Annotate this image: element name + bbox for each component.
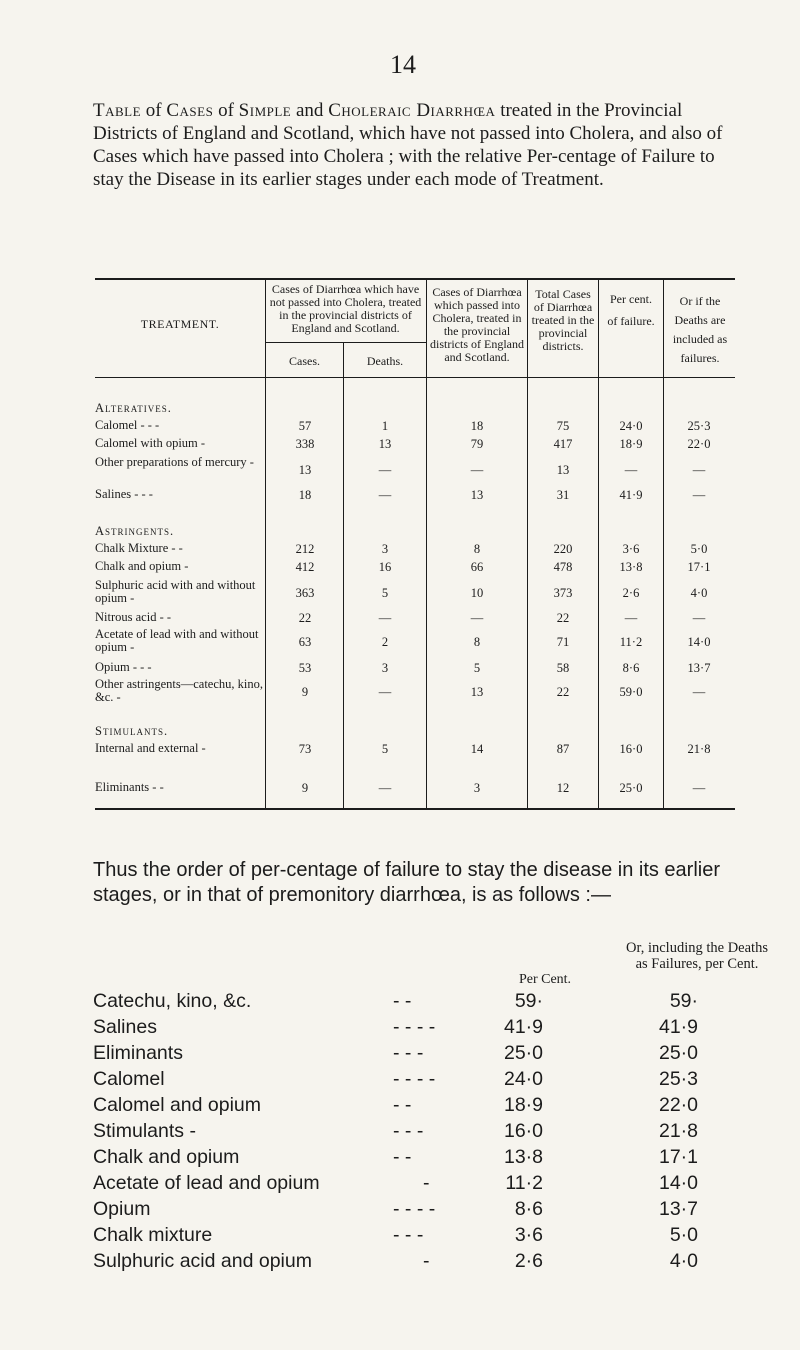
summary-label: Chalk and opium [93, 1146, 240, 1168]
cell-passed: 10 [470, 586, 484, 600]
title-choleraic: Choleraic Diarrhœa [328, 100, 496, 121]
cell-passed: 18 [470, 419, 484, 433]
header-per-cent: Per cent. of failure. [607, 292, 655, 328]
cell-cases: 22 [298, 611, 312, 625]
summary-intro: Thus the order of per-centage of failure to stay the disease in its earlier stages, or in that of premonitory diarrhœa, is as follows :— [93, 859, 721, 906]
cell-pct: 25·0 [619, 781, 643, 795]
cell-incl: — [692, 685, 706, 699]
cell-cases: 338 [295, 437, 315, 451]
row-label: Nitrous acid - - [95, 610, 172, 624]
cell-deaths: 1 [381, 419, 389, 433]
summary-per-cent: 24·0 [503, 1068, 543, 1090]
summary-label: Stimulants - [93, 1120, 196, 1142]
header-total: Total Cases of Diarrhœa treated in the provincial districts. [531, 287, 595, 353]
cell-incl: — [692, 611, 706, 625]
col-divider-5 [598, 280, 599, 808]
cell-pct: 8·6 [622, 661, 640, 675]
col-divider-6 [663, 280, 664, 808]
summary-row [93, 1146, 753, 1172]
cell-total: 220 [553, 542, 573, 556]
cell-pct: 13·8 [619, 560, 643, 574]
cell-deaths: — [378, 781, 392, 795]
cell-total: 31 [556, 488, 570, 502]
cell-pct: 2·6 [622, 586, 640, 600]
summary-dots: - - - [393, 1120, 424, 1142]
summary-dots: - [423, 1250, 430, 1272]
summary-per-cent: 18·9 [503, 1094, 543, 1116]
title-of-2: of [213, 100, 239, 121]
cell-deaths: 13 [378, 437, 392, 451]
row-label: Calomel with opium - [95, 436, 206, 450]
summary-label: Opium [93, 1198, 151, 1220]
header-passed: Cases of Diarrhœa which passed into Cholera, treated in the provincial districts of England and Scotland. [430, 285, 524, 364]
cell-passed: 13 [470, 685, 484, 699]
summary-including: 17·1 [658, 1146, 698, 1168]
section-heading: Alteratives. [95, 401, 172, 415]
cell-deaths: 5 [381, 586, 389, 600]
cell-pct: 41·9 [619, 488, 643, 502]
cell-passed: — [470, 463, 484, 477]
cell-deaths: — [378, 463, 392, 477]
cell-cases: 57 [298, 419, 312, 433]
cell-deaths: 2 [381, 635, 389, 649]
cell-total: 58 [556, 661, 570, 675]
cell-cases: 412 [295, 560, 315, 574]
row-label: Acetate of lead with and without opium - [95, 627, 259, 654]
row-label: Eliminants - - [95, 780, 164, 794]
cell-passed: 5 [473, 661, 481, 675]
title-and: and [291, 100, 329, 121]
cell-passed: 8 [473, 542, 481, 556]
header-rule-cases-deaths [265, 342, 426, 343]
treatment-table [95, 278, 735, 795]
cell-total: 22 [556, 685, 570, 699]
summary-per-cent: 3·6 [514, 1224, 543, 1246]
cell-passed: 8 [473, 635, 481, 649]
cell-incl: — [692, 488, 706, 502]
cell-pct: 18·9 [619, 437, 643, 451]
header-rule-subcols [265, 377, 426, 378]
row-label: Calomel - - - [95, 418, 160, 432]
col-divider-3 [426, 280, 427, 808]
row-label: Opium - - - [95, 660, 152, 674]
summary-per-cent: 16·0 [503, 1120, 543, 1142]
summary-label: Eliminants [93, 1042, 183, 1064]
summary-label: Catechu, kino, &c. [93, 990, 252, 1012]
cell-cases: 73 [298, 742, 312, 756]
section-heading: Astringents. [95, 524, 175, 538]
cell-total: 75 [556, 419, 570, 433]
header-rule-right [426, 377, 735, 378]
summary-dots: - - - [393, 1224, 424, 1246]
cell-total: 87 [556, 742, 570, 756]
row-label: Salines - - - [95, 487, 153, 501]
table-top-rule [95, 278, 735, 280]
row-label: Chalk Mixture - - [95, 541, 183, 555]
cell-incl: 21·8 [687, 742, 711, 756]
cell-cases: 53 [298, 661, 312, 675]
summary-dots: - - [393, 990, 412, 1012]
summary-label: Calomel [93, 1068, 165, 1090]
title-of-1: of [141, 100, 167, 121]
cell-cases: 9 [301, 781, 309, 795]
row-label: Chalk and opium - [95, 559, 189, 573]
summary-row [93, 1120, 753, 1146]
cell-incl: 17·1 [687, 560, 711, 574]
summary-row [93, 1042, 753, 1068]
cell-cases: 212 [295, 542, 315, 556]
cell-passed: 79 [470, 437, 484, 451]
cell-incl: — [692, 463, 706, 477]
cell-incl: 5·0 [690, 542, 708, 556]
summary-dots: - [423, 1172, 430, 1194]
cell-pct: 59·0 [619, 685, 643, 699]
summary-per-cent: 11·2 [505, 1172, 543, 1194]
cell-incl: 4·0 [690, 586, 708, 600]
summary-dots: - - [393, 1146, 412, 1168]
cell-deaths: 5 [381, 742, 389, 756]
cell-incl: 22·0 [687, 437, 711, 451]
summary-row [93, 1094, 753, 1120]
header-cases: Cases. [289, 354, 320, 368]
row-label: Other preparations of mercury - [95, 455, 254, 469]
summary-row [93, 1068, 753, 1094]
cell-incl: 14·0 [687, 635, 711, 649]
title-simple: Simple [238, 100, 292, 121]
summary-including: 21·8 [658, 1120, 698, 1142]
cell-incl: — [692, 781, 706, 795]
header-treatment: TREATMENT. [140, 317, 220, 331]
cell-cases: 9 [301, 685, 309, 699]
cell-passed: — [470, 611, 484, 625]
cell-deaths: — [378, 611, 392, 625]
summary-label: Sulphuric acid and opium [93, 1250, 312, 1272]
cell-deaths: — [378, 685, 392, 699]
summary-dots: - - - - [393, 1068, 436, 1090]
title-cases: Cases [166, 100, 214, 121]
cell-cases: 63 [298, 635, 312, 649]
title-rest: treated in the Provincial Districts of England and Scotland, which have not passed into Cholera, and also of Cases which have passed into Cholera ; with the relative Per-centage of Failure to stay the Disease in its earlier stages under each mode of Treatment. [93, 100, 723, 190]
summary-dots: - - - - [393, 1016, 436, 1038]
cell-passed: 66 [470, 560, 484, 574]
row-label: Other astringents—catechu, kino, &c. - [95, 677, 264, 704]
cell-total: 12 [556, 781, 570, 795]
summary-including: 14·0 [658, 1172, 698, 1194]
cell-total: 22 [556, 611, 570, 625]
summary-per-cent: 25·0 [503, 1042, 543, 1064]
summary-label: Calomel and opium [93, 1094, 262, 1116]
cell-passed: 3 [473, 781, 481, 795]
summary-label: Salines [93, 1016, 157, 1038]
summary-including: 5·0 [669, 1224, 698, 1246]
page-title [93, 99, 743, 191]
summary-per-cent: 13·8 [503, 1146, 543, 1168]
summary-row [93, 1016, 753, 1042]
cell-passed: 14 [470, 742, 484, 756]
col-divider-2 [343, 342, 344, 808]
header-deaths: Deaths. [366, 354, 404, 368]
col-divider-4 [527, 280, 528, 808]
cell-pct: 16·0 [619, 742, 643, 756]
summary-dots: - - - - [393, 1198, 436, 1220]
summary-including: 22·0 [658, 1094, 698, 1116]
cell-pct: 3·6 [622, 542, 640, 556]
summary-row [93, 1250, 753, 1276]
section-heading: Stimulants. [95, 724, 169, 738]
cell-total: 13 [556, 463, 570, 477]
summary-per-cent: 59· [514, 990, 543, 1012]
summary-col-per-cent: Per Cent. [518, 972, 572, 987]
page-number: 14 [390, 50, 416, 79]
cell-passed: 13 [470, 488, 484, 502]
header-not-passed: Cases of Diarrhœa which have not passed into Cholera, treated in the provincial districts of England and Scotland. [269, 282, 422, 335]
summary-dots: - - - [393, 1042, 424, 1064]
cell-deaths: — [378, 488, 392, 502]
summary-col-including: Or, including the Deaths as Failures, per Cent. [626, 940, 768, 972]
title-prefix: Table [93, 100, 142, 121]
summary-row [93, 990, 753, 1016]
summary-per-cent: 2·6 [514, 1250, 543, 1272]
cell-deaths: 3 [381, 661, 389, 675]
summary-per-cent: 8·6 [514, 1198, 543, 1220]
row-label: Internal and external - [95, 741, 206, 755]
summary-row [93, 1172, 753, 1198]
cell-cases: 363 [295, 586, 315, 600]
cell-total: 417 [553, 437, 573, 451]
summary-row [93, 1224, 753, 1250]
summary-including: 25·3 [658, 1068, 698, 1090]
cell-pct: — [624, 463, 638, 477]
cell-incl: 25·3 [687, 419, 711, 433]
header-including: Or if the Deaths are included as failures. [672, 294, 728, 365]
summary-row [93, 1198, 753, 1224]
summary-label: Acetate of lead and opium [93, 1172, 320, 1194]
summary-label: Chalk mixture [93, 1224, 213, 1246]
table-bottom-rule [95, 808, 735, 810]
cell-total: 478 [553, 560, 573, 574]
cell-cases: 18 [298, 488, 312, 502]
summary-including: 41·9 [658, 1016, 698, 1038]
header-rule-treatment [95, 377, 265, 378]
summary-including: 59· [669, 990, 698, 1012]
cell-deaths: 3 [381, 542, 389, 556]
row-label: Sulphuric acid with and without opium - [95, 578, 256, 605]
cell-pct: 24·0 [619, 419, 643, 433]
cell-deaths: 16 [378, 560, 392, 574]
summary-including: 25·0 [658, 1042, 698, 1064]
cell-pct: — [624, 611, 638, 625]
cell-pct: 11·2 [619, 635, 643, 649]
summary-per-cent: 41·9 [503, 1016, 543, 1038]
summary-dots: - - [393, 1094, 412, 1116]
cell-total: 373 [553, 586, 573, 600]
cell-total: 71 [556, 635, 570, 649]
cell-incl: 13·7 [687, 661, 711, 675]
summary-including: 13·7 [658, 1198, 698, 1220]
cell-cases: 13 [298, 463, 312, 477]
summary-including: 4·0 [669, 1250, 698, 1272]
